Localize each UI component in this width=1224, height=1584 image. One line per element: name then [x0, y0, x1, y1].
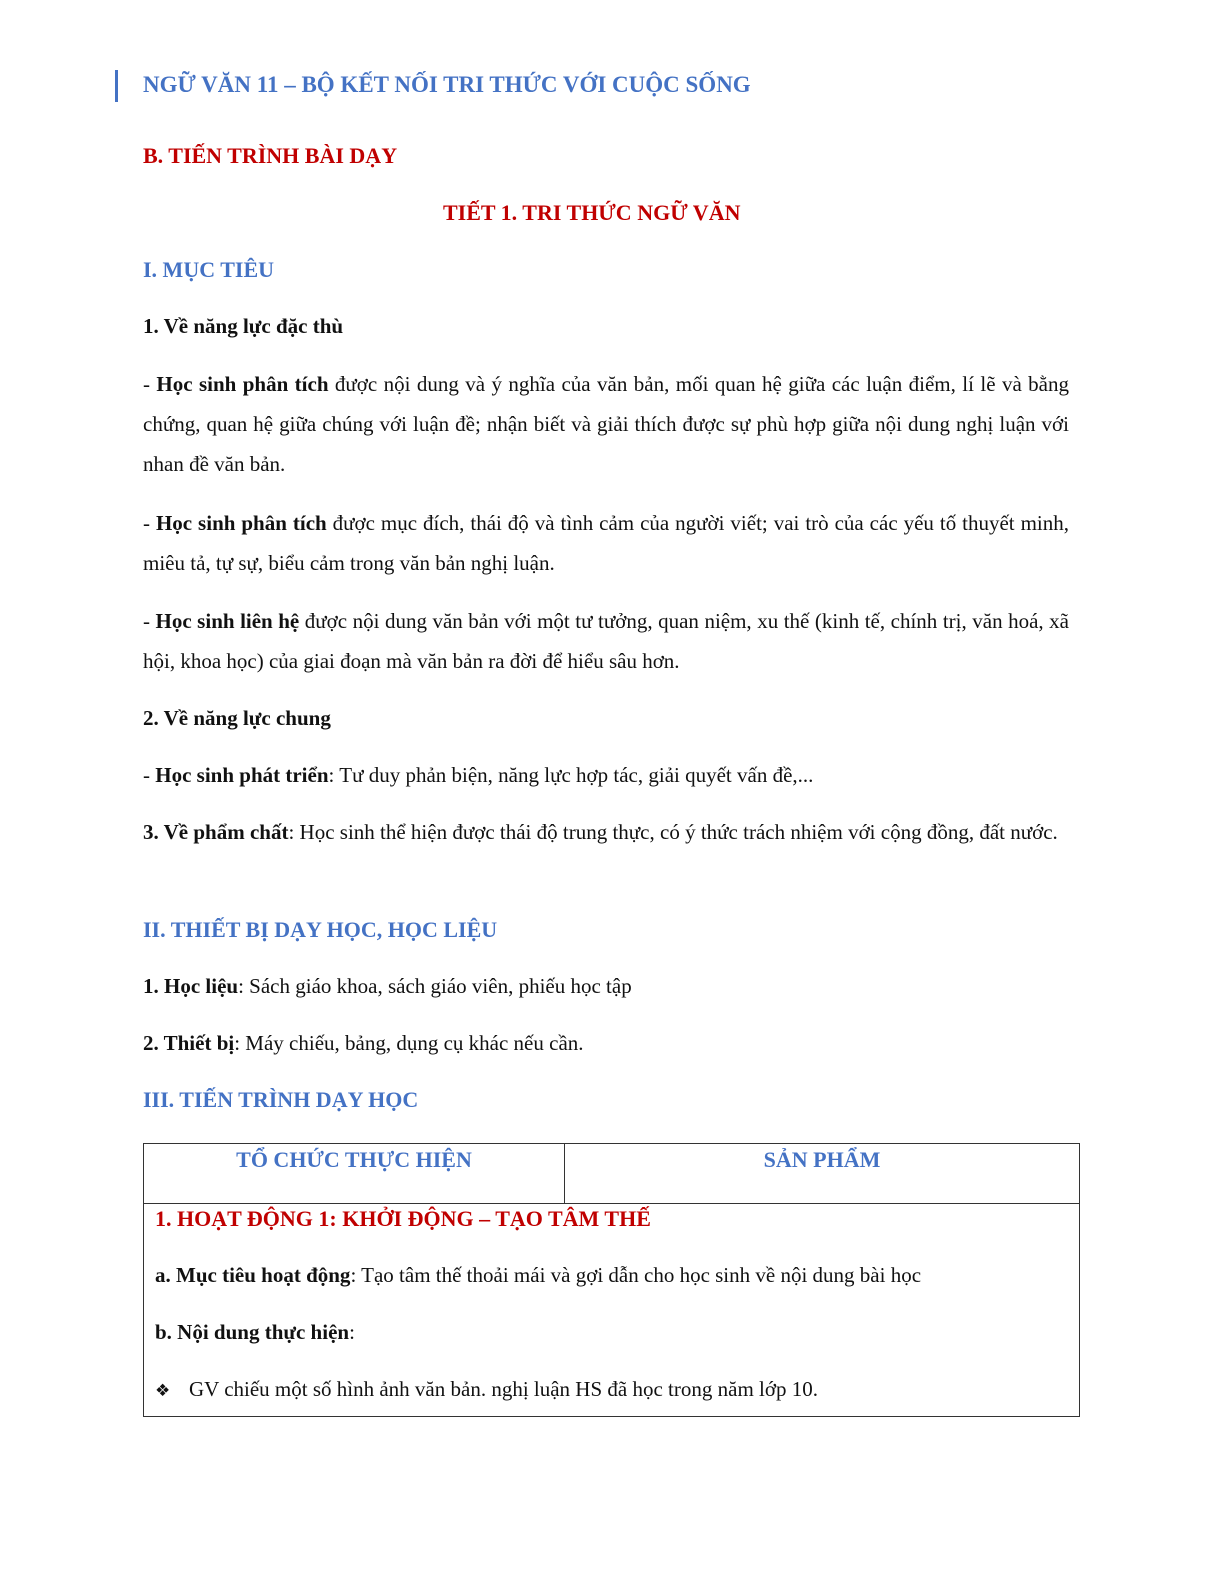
item-lead: Học sinh phát triển — [155, 763, 329, 787]
item-text: được mục đích, thái độ và tình cảm của người viết; vai trò của các yếu tố thuyết minh, miêu tả, tự sự, biểu cảm trong văn bản nghị luận. — [143, 511, 1070, 575]
lesson-title: TIẾT 1. TRI THỨC NGỮ VĂN — [443, 200, 741, 225]
table-row — [144, 1204, 1080, 1417]
item-text: : Sách giáo khoa, sách giáo viên, phiếu học tập — [238, 974, 632, 998]
content-lead: b. Nội dung thực hiện — [155, 1320, 350, 1344]
item-lead: Học sinh phân tích — [155, 511, 327, 535]
section-ii-item-1 — [143, 974, 632, 999]
item-lead: 3. Về phẩm chất — [143, 820, 289, 844]
content-text: : — [349, 1320, 355, 1344]
section-i-heading: I. MỤC TIÊU — [143, 257, 275, 282]
column-header-product: SẢN PHẨM — [565, 1144, 1080, 1204]
page-header: NGỮ VĂN 11 – BỘ KẾT NỐI TRI THỨC VỚI CUỘC SỐNG — [143, 72, 751, 97]
activity-goal — [155, 1263, 921, 1288]
item-text: : Máy chiếu, bảng, dụng cụ khác nếu cần. — [234, 1031, 584, 1055]
item-lead: Học sinh phân tích — [156, 372, 329, 396]
item-lead: 2. Thiết bị — [143, 1031, 235, 1055]
activity-bullet — [155, 1377, 818, 1402]
section-iii-heading: III. TIẾN TRÌNH DẠY HỌC — [143, 1087, 419, 1112]
sub2-heading: 2. Về năng lực chung — [143, 706, 331, 730]
diamond-bullet-icon: ❖ — [155, 1381, 171, 1401]
item-lead: 1. Học liệu — [143, 974, 239, 998]
item-text: : Học sinh thể hiện được thái độ trung thực, có ý thức trách nhiệm với cộng đồng, đất nước. — [288, 820, 1058, 844]
table-header-row — [144, 1144, 1080, 1204]
activity-content — [155, 1320, 355, 1345]
goal-text: : Tạo tâm thế thoải mái và gợi dẫn cho học sinh về nội dung bài học — [350, 1263, 922, 1287]
column-header-organization: TỔ CHỨC THỰC HIỆN — [144, 1144, 565, 1204]
section-b-heading: B. TIẾN TRÌNH BÀI DẠY — [143, 143, 398, 168]
sub1-heading: 1. Về năng lực đặc thù — [143, 314, 344, 338]
item-text: : Tư duy phản biện, năng lực hợp tác, giải quyết vấn đề,... — [328, 763, 814, 787]
lesson-plan-table — [143, 1143, 1080, 1417]
sub1-item-2: - Học sinh phân tích được mục đích, thái độ và tình cảm của người viết; vai trò của các yếu tố thuyết minh, miêu tả, tự sự, biểu cảm trong văn bản nghị luận. — [143, 511, 1070, 575]
bullet-text: GV chiếu một số hình ảnh văn bản. nghị luận HS đã học trong năm lớp 10. — [189, 1377, 818, 1401]
section-ii-item-2 — [143, 1031, 584, 1056]
activity-title: 1. HOẠT ĐỘNG 1: KHỞI ĐỘNG – TẠO TÂM THẾ — [155, 1206, 651, 1231]
header-accent-bar — [115, 70, 118, 102]
goal-lead: a. Mục tiêu hoạt động — [155, 1263, 351, 1287]
item-text: được nội dung văn bản với một tư tưởng, quan niệm, xu thế (kinh tế, chính trị, văn hoá, xã hội, khoa học) của giai đoạn mà văn bản ra đời để hiểu sâu hơn. — [143, 609, 1069, 673]
item-text: được nội dung và ý nghĩa của văn bản, mối quan hệ giữa các luận điểm, lí lẽ và bằng chứng, quan hệ giữa chúng với luận đề; nhận biết và giải thích được sự phù hợp giữa nội dung nghị luận với nhan đề văn bản. — [143, 372, 1069, 476]
sub3-item — [143, 812, 1069, 852]
sub2-item: - Học sinh phát triển: Tư duy phản biện, năng lực hợp tác, giải quyết vấn đề,... — [143, 763, 814, 787]
sub1-item-1: - Học sinh phân tích được nội dung và ý nghĩa của văn bản, mối quan hệ giữa các luận điểm, lí lẽ và bằng chứng, quan hệ giữa chúng với luận đề; nhận biết và giải thích được sự phù hợp giữa nội dung nghị luận với nhan đề văn bản. — [143, 372, 1069, 476]
sub1-item-3: - Học sinh liên hệ được nội dung văn bản với một tư tưởng, quan niệm, xu thế (kinh tế, chính trị, văn hoá, xã hội, khoa học) của giai đoạn mà văn bản ra đời để hiểu sâu hơn. — [143, 609, 1069, 673]
item-lead: Học sinh liên hệ — [155, 609, 300, 633]
activity-cell — [144, 1204, 1080, 1417]
section-ii-heading: II. THIẾT BỊ DẠY HỌC, HỌC LIỆU — [143, 917, 498, 942]
